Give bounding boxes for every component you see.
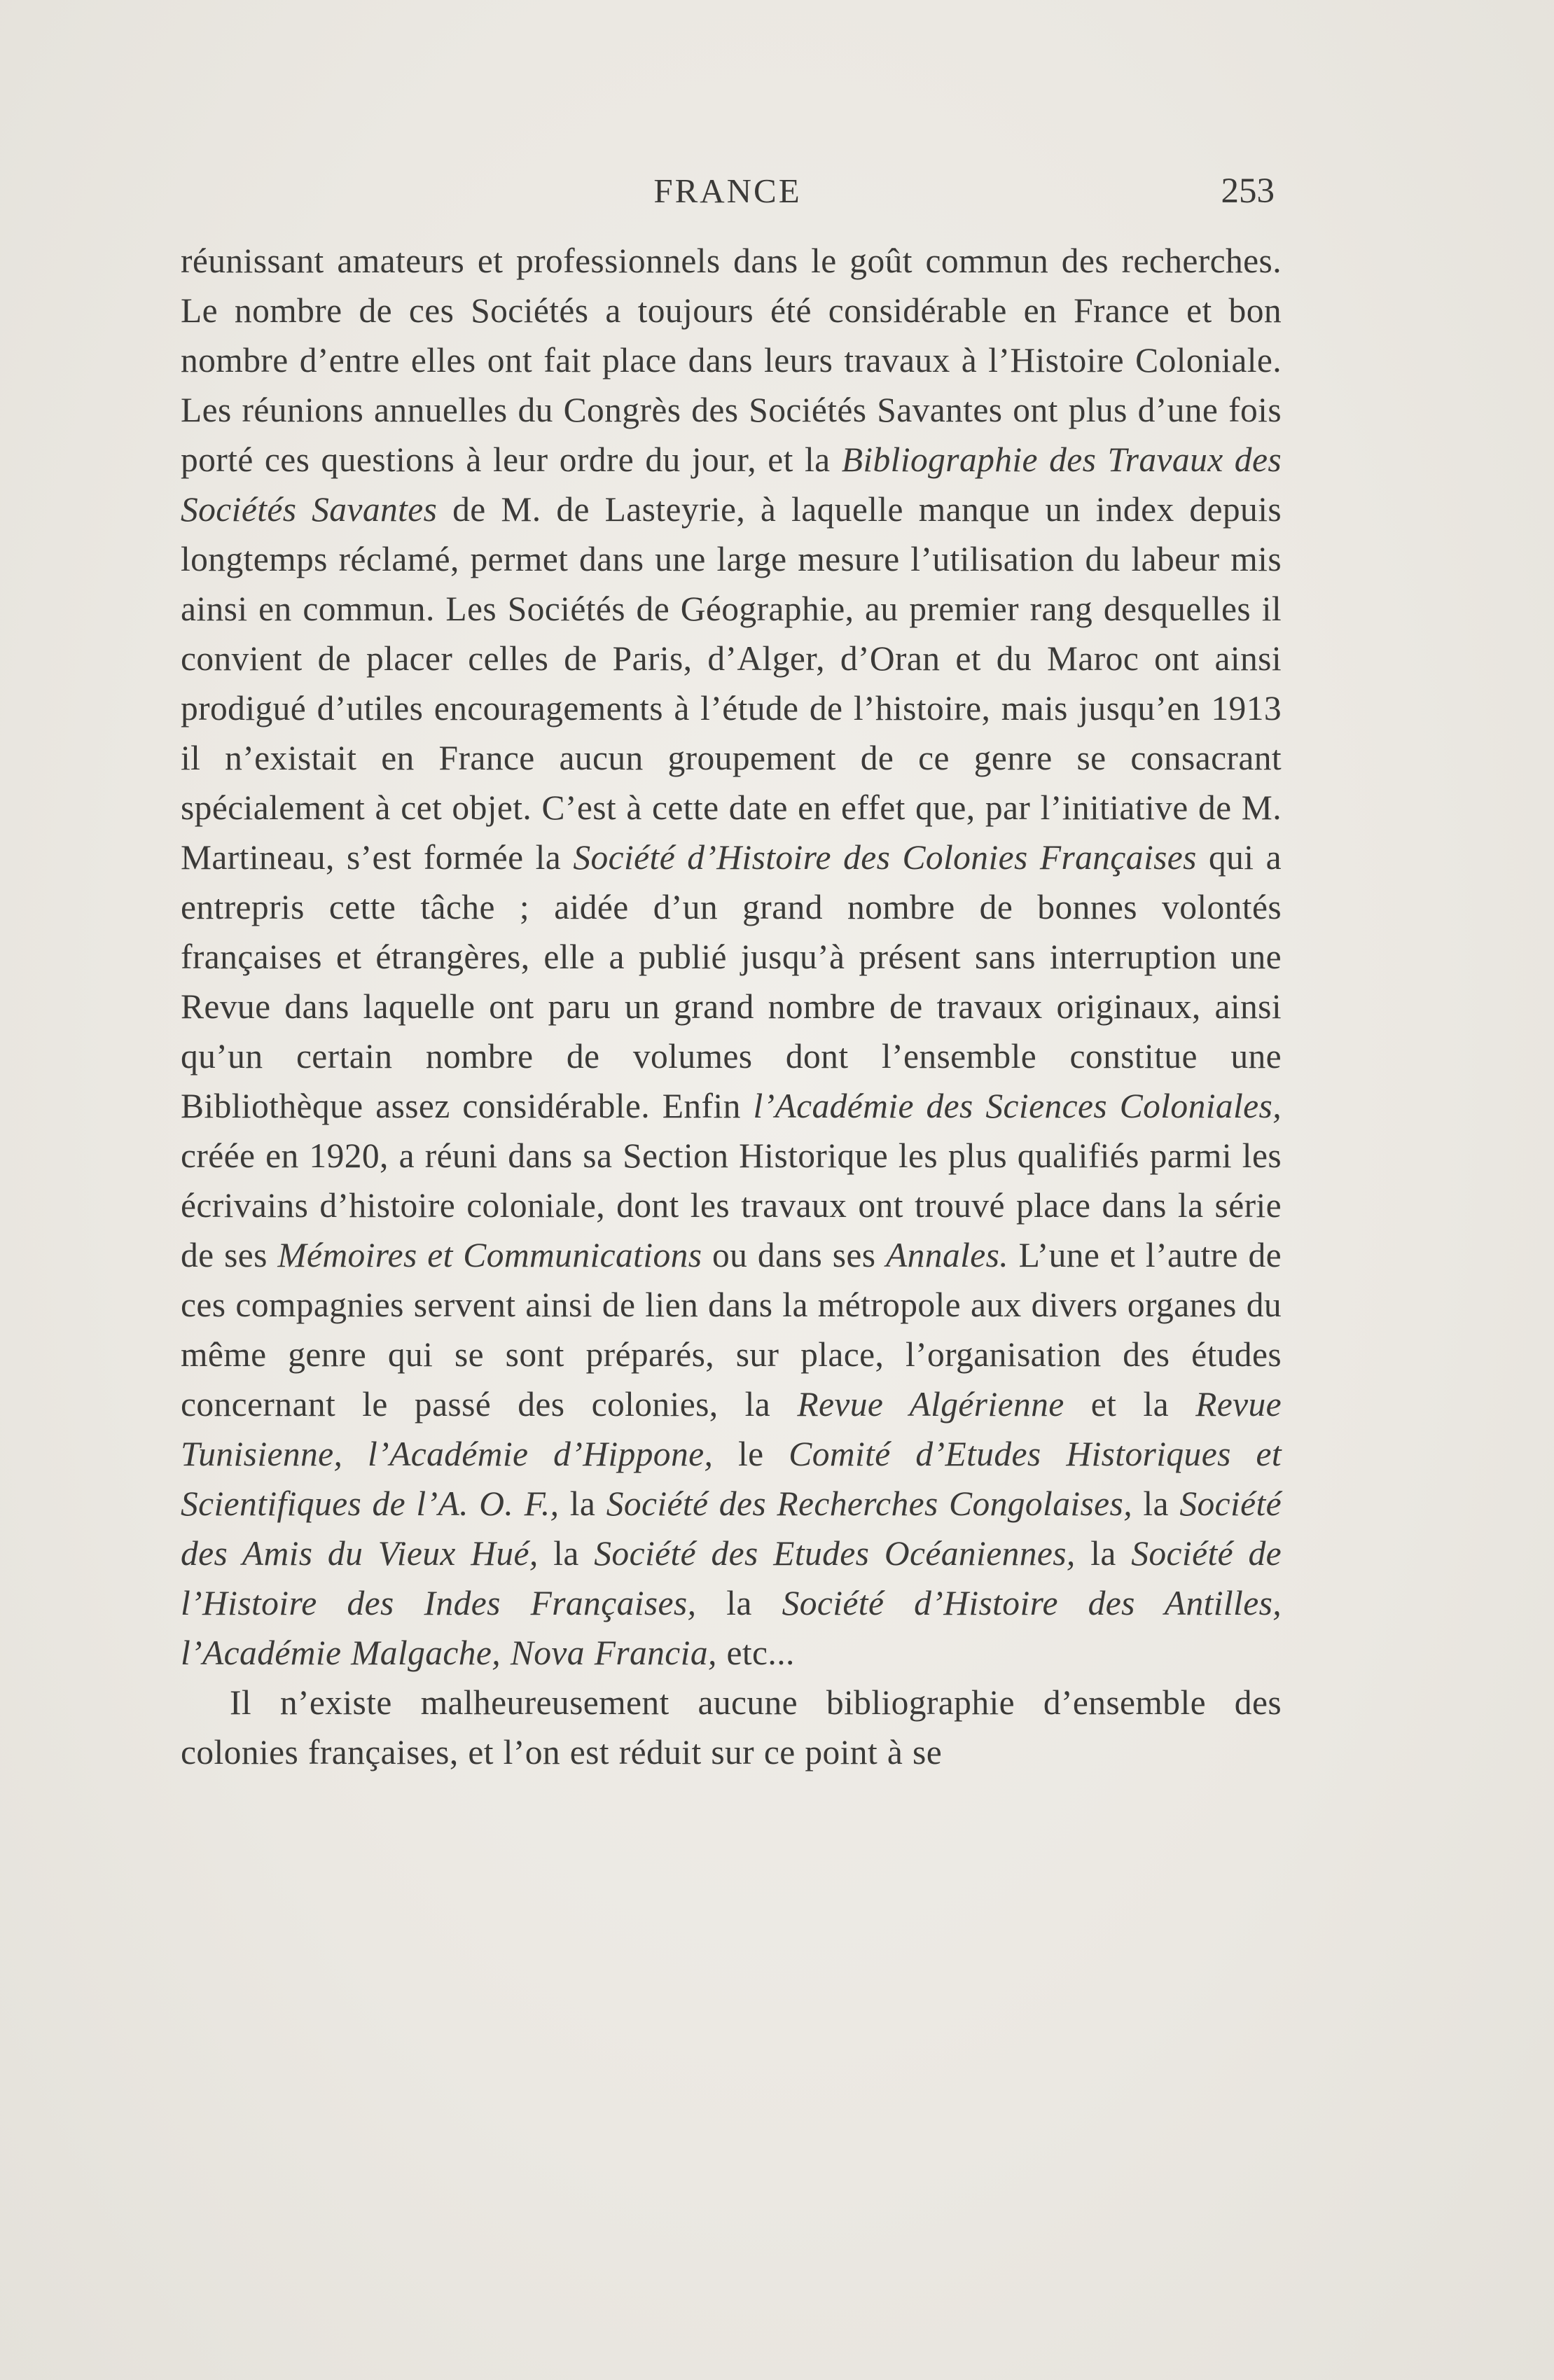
- italic-title: l’Académie des Sciences Coloniales,: [753, 1087, 1282, 1125]
- italic-title: Annales.: [886, 1236, 1009, 1274]
- text-run: L’une et l’autre de ces compagnies servent ainsi de lien dans la métropole aux divers organes du même genre qui se sont préparés, sur place, l’organisation des études concernant le passé des colonies, la: [181, 1236, 1282, 1424]
- italic-title: Société des Etudes Océaniennes,: [594, 1534, 1076, 1573]
- italic-title: Société des Recherches Congolaises,: [606, 1484, 1132, 1523]
- paragraph-2: Il n’existe malheureusement aucune bibliographie d’ensemble des colonies françaises, et l’on est réduit sur ce point à se: [181, 1683, 1282, 1772]
- italic-title: Société des Amis du Vieux Hué,: [181, 1484, 1282, 1573]
- italic-title: Mémoires et Communications: [277, 1236, 702, 1274]
- text-run: de M. de Lasteyrie, à laquelle manque un index depuis longtemps réclamé, permet dans une large mesure l’utilisation du labeur mis ainsi en commun. Les Sociétés de Géographie, au premier rang desquelles il convient de placer celles de Paris, d’Alger, d’Oran et du Maroc ont ainsi prodigué d’utiles encouragements à l’étude de l’histoire, mais jusqu’en 1913 il n’existait en France aucun groupement de ce genre se consacrant spécialement à cet objet. C’est à cette date en effet que, par l’initiative de M. Martineau, s’est formée la: [181, 490, 1282, 877]
- text-run: la: [696, 1584, 782, 1622]
- body-text: [181, 236, 1282, 1777]
- text-run: et la: [1064, 1385, 1196, 1424]
- italic-title: Société d’Histoire des Antilles, l’Académie Malgache, Nova Francia,: [181, 1584, 1282, 1672]
- paragraph-1: [181, 236, 1282, 1678]
- text-run: la: [538, 1534, 595, 1573]
- text-run: le: [713, 1435, 789, 1473]
- italic-title: Revue Algérienne: [797, 1385, 1064, 1424]
- page-header-title: FRANCE: [653, 172, 802, 210]
- text-run: la: [1132, 1484, 1180, 1523]
- text-run: la: [559, 1484, 606, 1523]
- italic-title: Comité d’Etudes Historiques et Scientifiques de l’A. O. F.,: [181, 1435, 1282, 1523]
- italic-title: Société d’Histoire des Colonies Françaises: [573, 838, 1197, 877]
- italic-title: Revue Tunisienne, l’Académie d’Hippone,: [181, 1385, 1282, 1473]
- text-run: etc...: [716, 1634, 795, 1672]
- text-run: la: [1075, 1534, 1132, 1573]
- text-run: ou dans ses: [702, 1236, 887, 1274]
- text-run: réunissant amateurs et professionnels dans le goût commun des recherches. Le nombre de ces Sociétés a toujours été considérable en France et bon nombre d’entre elles ont fait place dans leurs travaux à l’Histoire Coloniale. Les réunions annuelles du Congrès des Sociétés Savantes ont plus d’une fois porté ces questions à leur ordre du jour, et la: [181, 242, 1282, 479]
- italic-title: Société de l’Histoire des Indes Françaises,: [181, 1534, 1282, 1622]
- italic-title: Bibliographie des Travaux des Sociétés Savantes: [181, 440, 1282, 529]
- text-run: qui a entrepris cette tâche ; aidée d’un grand nombre de bonnes volontés françaises et étrangères, elle a publié jusqu’à présent sans interruption une Revue dans laquelle ont paru un grand nombre de travaux originaux, ainsi qu’un certain nombre de volumes dont l’ensemble constitue une Bibliothèque assez considérable. Enfin: [181, 838, 1282, 1125]
- text-run: créée en 1920, a réuni dans sa Section Historique les plus qualifiés parmi les écrivains d’histoire coloniale, dont les travaux ont trouvé place dans la série de ses: [181, 1136, 1282, 1274]
- page-number: 253: [1221, 172, 1275, 211]
- running-head: [181, 167, 1275, 216]
